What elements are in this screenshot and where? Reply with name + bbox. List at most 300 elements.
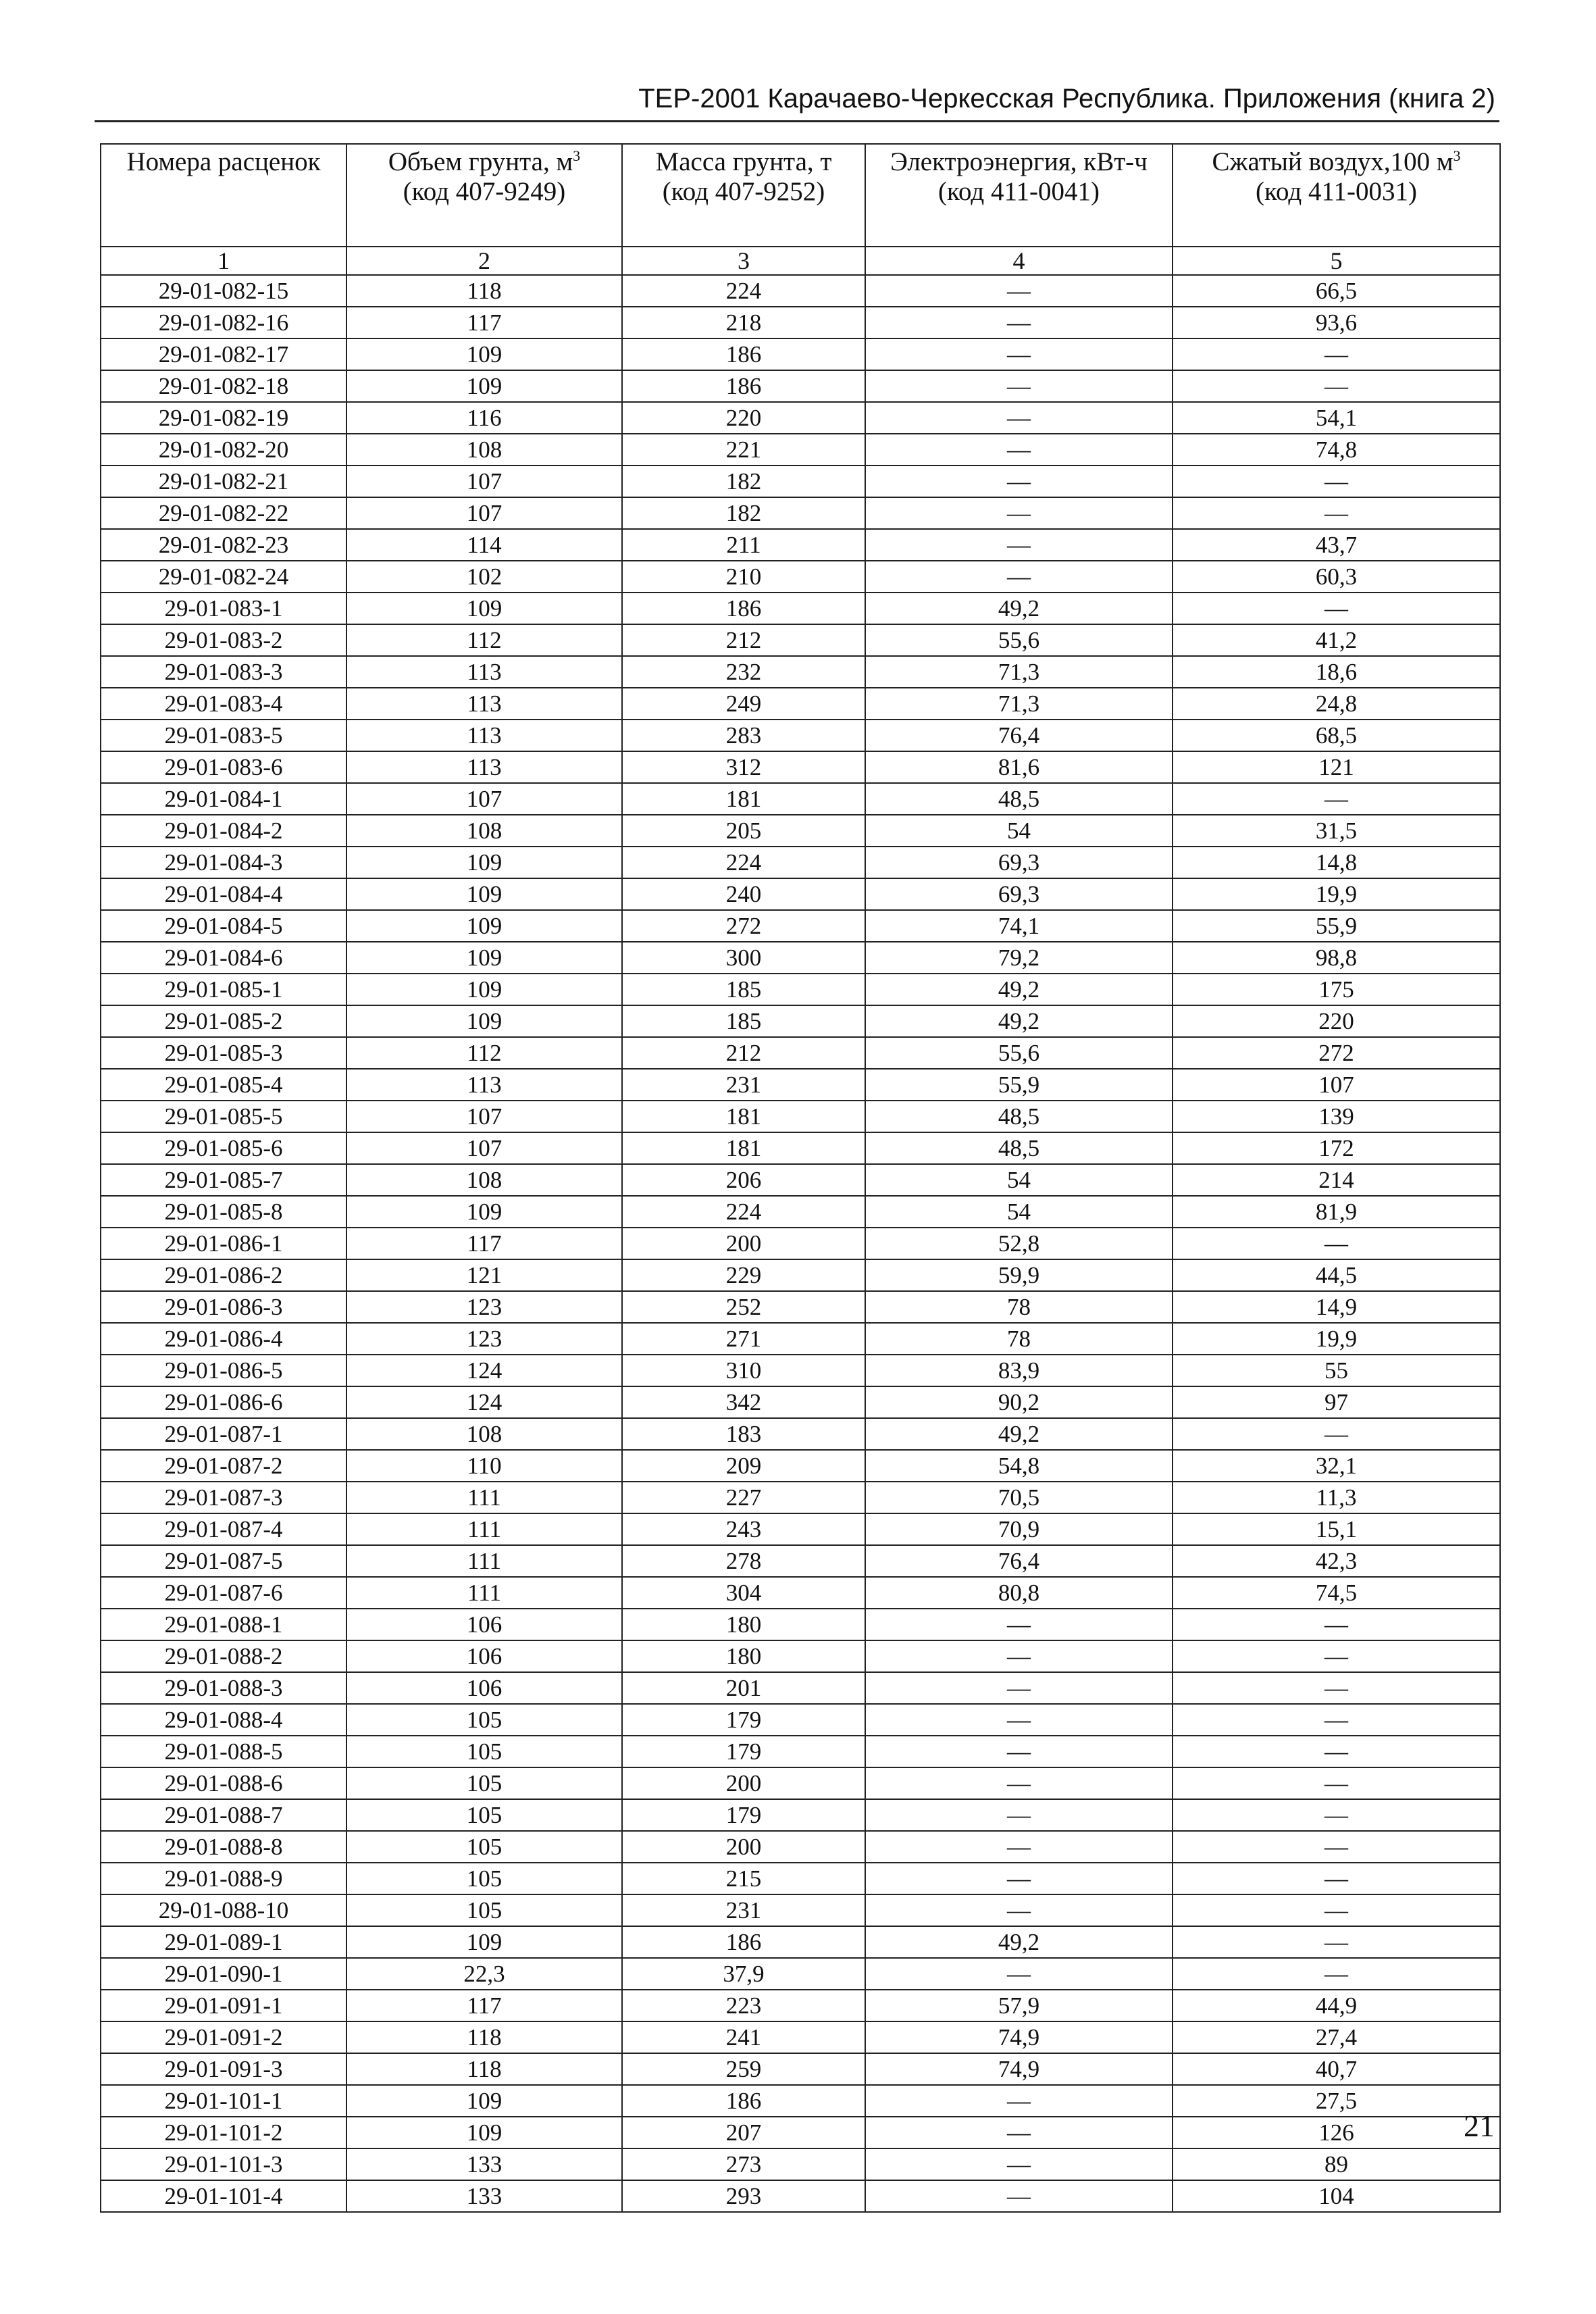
cell-rate-number: 29-01-088-5 <box>101 1736 346 1767</box>
cell-compressed-air: 32,1 <box>1173 1450 1500 1482</box>
cell-soil-mass: 182 <box>622 466 865 497</box>
cell-rate-number: 29-01-084-6 <box>101 942 346 974</box>
cell-compressed-air: — <box>1173 1418 1500 1450</box>
cell-soil-volume: 133 <box>346 2148 622 2180</box>
cell-electricity: 69,3 <box>865 878 1173 910</box>
table-row <box>101 1704 1500 1736</box>
cell-compressed-air: 66,5 <box>1173 275 1500 307</box>
cell-soil-volume: 113 <box>346 656 622 688</box>
table-row <box>101 2180 1500 2212</box>
page-number: 21 <box>1464 2109 1495 2143</box>
cell-rate-number: 29-01-087-6 <box>101 1577 346 1609</box>
cell-compressed-air: — <box>1173 1863 1500 1894</box>
table-row <box>101 1863 1500 1894</box>
cell-electricity: 83,9 <box>865 1355 1173 1386</box>
column-header-compressed-air: Сжатый воздух,100 $м^3$ (код 411-0031) <box>1173 144 1500 247</box>
cell-compressed-air: 139 <box>1173 1101 1500 1132</box>
cell-soil-mass: 185 <box>622 1005 865 1037</box>
cell-electricity: 55,9 <box>865 1069 1173 1101</box>
table-row <box>101 1482 1500 1513</box>
cell-electricity: — <box>865 2180 1173 2212</box>
cell-soil-volume: 118 <box>346 275 622 307</box>
cell-electricity: — <box>865 1863 1173 1894</box>
cell-soil-mass: 232 <box>622 656 865 688</box>
table-row <box>101 2085 1500 2117</box>
table-row <box>101 1069 1500 1101</box>
cell-soil-mass: 224 <box>622 1196 865 1228</box>
cell-soil-volume: 133 <box>346 2180 622 2212</box>
cell-soil-volume: 22,3 <box>346 1958 622 1990</box>
table-row <box>101 910 1500 942</box>
cell-rate-number: 29-01-084-2 <box>101 815 346 847</box>
table-row <box>101 1228 1500 1259</box>
column-number: 2 <box>346 247 622 275</box>
cell-compressed-air: — <box>1173 1926 1500 1958</box>
cell-compressed-air: 54,1 <box>1173 402 1500 434</box>
table-row <box>101 466 1500 497</box>
cell-soil-volume: 111 <box>346 1545 622 1577</box>
cell-rate-number: 29-01-087-1 <box>101 1418 346 1450</box>
cell-soil-mass: 224 <box>622 275 865 307</box>
cell-electricity: — <box>865 529 1173 561</box>
cell-electricity: 76,4 <box>865 1545 1173 1577</box>
cell-electricity: — <box>865 338 1173 370</box>
cell-soil-volume: 105 <box>346 1799 622 1831</box>
cell-soil-mass: 179 <box>622 1704 865 1736</box>
cell-rate-number: 29-01-082-18 <box>101 370 346 402</box>
cell-electricity: — <box>865 370 1173 402</box>
table-row <box>101 1990 1500 2021</box>
cell-compressed-air: 104 <box>1173 2180 1500 2212</box>
cell-electricity: — <box>865 434 1173 466</box>
cell-soil-mass: 342 <box>622 1386 865 1418</box>
cell-electricity: 81,6 <box>865 751 1173 783</box>
cell-rate-number: 29-01-091-1 <box>101 1990 346 2021</box>
cell-soil-volume: 106 <box>346 1672 622 1704</box>
cell-soil-volume: 123 <box>346 1291 622 1323</box>
cell-soil-mass: 182 <box>622 497 865 529</box>
cell-soil-volume: 109 <box>346 593 622 624</box>
cell-compressed-air: 126 <box>1173 2117 1500 2148</box>
cell-electricity: — <box>865 2148 1173 2180</box>
cell-electricity: 49,2 <box>865 1005 1173 1037</box>
cell-rate-number: 29-01-085-2 <box>101 1005 346 1037</box>
cell-compressed-air: 175 <box>1173 974 1500 1005</box>
cell-electricity: — <box>865 1640 1173 1672</box>
cell-compressed-air: — <box>1173 1704 1500 1736</box>
cell-soil-volume: 112 <box>346 624 622 656</box>
cell-compressed-air: — <box>1173 1640 1500 1672</box>
cell-electricity: 48,5 <box>865 783 1173 815</box>
cell-soil-volume: 107 <box>346 1101 622 1132</box>
cell-compressed-air: — <box>1173 593 1500 624</box>
cell-rate-number: 29-01-083-1 <box>101 593 346 624</box>
cell-compressed-air: 60,3 <box>1173 561 1500 593</box>
cell-soil-mass: 179 <box>622 1799 865 1831</box>
cell-soil-volume: 117 <box>346 1228 622 1259</box>
cell-electricity: 76,4 <box>865 720 1173 751</box>
cell-soil-volume: 121 <box>346 1259 622 1291</box>
cell-compressed-air: 24,8 <box>1173 688 1500 720</box>
cell-rate-number: 29-01-085-3 <box>101 1037 346 1069</box>
cell-compressed-air: — <box>1173 1831 1500 1863</box>
table-row <box>101 1196 1500 1228</box>
cell-soil-mass: 278 <box>622 1545 865 1577</box>
cell-electricity: 71,3 <box>865 688 1173 720</box>
cell-soil-mass: 180 <box>622 1609 865 1640</box>
cell-rate-number: 29-01-082-23 <box>101 529 346 561</box>
table-row <box>101 1609 1500 1640</box>
cell-rate-number: 29-01-082-15 <box>101 275 346 307</box>
cell-soil-volume: 107 <box>346 466 622 497</box>
table-row <box>101 1577 1500 1609</box>
cell-rate-number: 29-01-091-2 <box>101 2021 346 2053</box>
cell-soil-volume: 109 <box>346 847 622 878</box>
cell-compressed-air: 44,5 <box>1173 1259 1500 1291</box>
cell-soil-mass: 293 <box>622 2180 865 2212</box>
table-row <box>101 1101 1500 1132</box>
column-number: 1 <box>101 247 346 275</box>
cell-soil-mass: 212 <box>622 1037 865 1069</box>
cell-soil-mass: 283 <box>622 720 865 751</box>
table-row <box>101 1894 1500 1926</box>
cell-soil-volume: 113 <box>346 688 622 720</box>
cell-compressed-air: 81,9 <box>1173 1196 1500 1228</box>
table-row <box>101 1323 1500 1355</box>
table-row <box>101 1259 1500 1291</box>
page-header-title: ТЕР-2001 Карачаево-Черкесская Республика. Приложения (книга 2) <box>638 84 1495 114</box>
cell-soil-volume: 108 <box>346 434 622 466</box>
cell-compressed-air: 27,5 <box>1173 2085 1500 2117</box>
cell-soil-volume: 105 <box>346 1894 622 1926</box>
cell-soil-mass: 259 <box>622 2053 865 2085</box>
cell-electricity: — <box>865 1799 1173 1831</box>
cell-electricity: — <box>865 466 1173 497</box>
table-row <box>101 1386 1500 1418</box>
cell-soil-mass: 215 <box>622 1863 865 1894</box>
table-row <box>101 1037 1500 1069</box>
cell-electricity: — <box>865 1894 1173 1926</box>
cell-compressed-air: 121 <box>1173 751 1500 783</box>
cell-rate-number: 29-01-083-6 <box>101 751 346 783</box>
cell-electricity: 55,6 <box>865 624 1173 656</box>
cell-electricity: 57,9 <box>865 1990 1173 2021</box>
cell-rate-number: 29-01-088-10 <box>101 1894 346 1926</box>
cell-rate-number: 29-01-083-4 <box>101 688 346 720</box>
cell-electricity: 49,2 <box>865 1926 1173 1958</box>
cell-electricity: 48,5 <box>865 1132 1173 1164</box>
cell-rate-number: 29-01-085-8 <box>101 1196 346 1228</box>
cell-rate-number: 29-01-087-2 <box>101 1450 346 1482</box>
table-row <box>101 783 1500 815</box>
cell-electricity: — <box>865 561 1173 593</box>
cell-soil-mass: 273 <box>622 2148 865 2180</box>
cell-soil-mass: 180 <box>622 1640 865 1672</box>
cell-electricity: — <box>865 1831 1173 1863</box>
cell-rate-number: 29-01-085-6 <box>101 1132 346 1164</box>
cell-soil-mass: 37,9 <box>622 1958 865 1990</box>
cell-soil-mass: 227 <box>622 1482 865 1513</box>
table-row <box>101 1736 1500 1767</box>
table-row <box>101 624 1500 656</box>
cell-electricity: 70,9 <box>865 1513 1173 1545</box>
cell-soil-volume: 109 <box>346 974 622 1005</box>
cell-rate-number: 29-01-087-3 <box>101 1482 346 1513</box>
cell-soil-volume: 105 <box>346 1704 622 1736</box>
cell-compressed-air: 11,3 <box>1173 1482 1500 1513</box>
cell-compressed-air: — <box>1173 1958 1500 1990</box>
cell-soil-volume: 109 <box>346 942 622 974</box>
cell-soil-mass: 206 <box>622 1164 865 1196</box>
cell-rate-number: 29-01-082-20 <box>101 434 346 466</box>
cell-rate-number: 29-01-101-3 <box>101 2148 346 2180</box>
cell-soil-volume: 110 <box>346 1450 622 1482</box>
table-row <box>101 1545 1500 1577</box>
cell-electricity: 54 <box>865 1196 1173 1228</box>
table-row <box>101 1418 1500 1450</box>
cell-soil-mass: 249 <box>622 688 865 720</box>
cell-electricity: 74,9 <box>865 2053 1173 2085</box>
cell-rate-number: 29-01-084-4 <box>101 878 346 910</box>
cell-rate-number: 29-01-082-21 <box>101 466 346 497</box>
cell-soil-volume: 118 <box>346 2021 622 2053</box>
table-row <box>101 720 1500 751</box>
cell-soil-volume: 108 <box>346 1164 622 1196</box>
cell-soil-volume: 124 <box>346 1355 622 1386</box>
table-row <box>101 497 1500 529</box>
cell-rate-number: 29-01-086-2 <box>101 1259 346 1291</box>
cell-rate-number: 29-01-083-3 <box>101 656 346 688</box>
cell-soil-volume: 118 <box>346 2053 622 2085</box>
cell-rate-number: 29-01-089-1 <box>101 1926 346 1958</box>
cell-electricity: — <box>865 307 1173 338</box>
cell-electricity: — <box>865 2117 1173 2148</box>
cell-rate-number: 29-01-087-4 <box>101 1513 346 1545</box>
cell-soil-mass: 231 <box>622 1069 865 1101</box>
cell-soil-mass: 181 <box>622 1101 865 1132</box>
cell-soil-mass: 220 <box>622 402 865 434</box>
cell-electricity: 70,5 <box>865 1482 1173 1513</box>
cell-compressed-air: 74,8 <box>1173 434 1500 466</box>
rates-table <box>100 143 1501 2213</box>
cell-soil-volume: 109 <box>346 910 622 942</box>
cell-soil-mass: 271 <box>622 1323 865 1355</box>
column-number: 5 <box>1173 247 1500 275</box>
cell-soil-volume: 113 <box>346 1069 622 1101</box>
cell-rate-number: 29-01-088-2 <box>101 1640 346 1672</box>
table-row <box>101 1513 1500 1545</box>
cell-compressed-air: 18,6 <box>1173 656 1500 688</box>
cell-soil-mass: 241 <box>622 2021 865 2053</box>
cell-rate-number: 29-01-083-2 <box>101 624 346 656</box>
cell-electricity: 80,8 <box>865 1577 1173 1609</box>
cell-electricity: — <box>865 1958 1173 1990</box>
cell-soil-mass: 200 <box>622 1228 865 1259</box>
table-row <box>101 1355 1500 1386</box>
cell-electricity: 52,8 <box>865 1228 1173 1259</box>
cell-compressed-air: — <box>1173 1767 1500 1799</box>
cell-electricity: 79,2 <box>865 942 1173 974</box>
cell-soil-volume: 109 <box>346 1005 622 1037</box>
cell-soil-volume: 111 <box>346 1513 622 1545</box>
table-header-row <box>101 144 1500 247</box>
cell-compressed-air: 19,9 <box>1173 878 1500 910</box>
cell-soil-volume: 109 <box>346 2117 622 2148</box>
cell-compressed-air: — <box>1173 1799 1500 1831</box>
cell-compressed-air: 55,9 <box>1173 910 1500 942</box>
table-row <box>101 2021 1500 2053</box>
cell-soil-volume: 123 <box>346 1323 622 1355</box>
cell-rate-number: 29-01-086-3 <box>101 1291 346 1323</box>
cell-soil-mass: 243 <box>622 1513 865 1545</box>
cell-electricity: 71,3 <box>865 656 1173 688</box>
cell-soil-mass: 212 <box>622 624 865 656</box>
cell-electricity: 48,5 <box>865 1101 1173 1132</box>
cell-soil-volume: 109 <box>346 878 622 910</box>
cell-soil-mass: 272 <box>622 910 865 942</box>
cell-soil-volume: 113 <box>346 720 622 751</box>
cell-rate-number: 29-01-083-5 <box>101 720 346 751</box>
cell-soil-volume: 105 <box>346 1736 622 1767</box>
table-row <box>101 1291 1500 1323</box>
cell-compressed-air: 19,9 <box>1173 1323 1500 1355</box>
cell-soil-mass: 201 <box>622 1672 865 1704</box>
cell-rate-number: 29-01-082-19 <box>101 402 346 434</box>
cell-soil-volume: 111 <box>346 1577 622 1609</box>
cell-rate-number: 29-01-082-17 <box>101 338 346 370</box>
cell-rate-number: 29-01-088-6 <box>101 1767 346 1799</box>
table-row <box>101 1799 1500 1831</box>
cell-soil-mass: 181 <box>622 783 865 815</box>
cell-rate-number: 29-01-088-8 <box>101 1831 346 1863</box>
table-row <box>101 878 1500 910</box>
cell-soil-volume: 105 <box>346 1767 622 1799</box>
column-number: 3 <box>622 247 865 275</box>
cell-rate-number: 29-01-101-1 <box>101 2085 346 2117</box>
cell-rate-number: 29-01-088-1 <box>101 1609 346 1640</box>
cell-electricity: 54 <box>865 815 1173 847</box>
cell-soil-volume: 111 <box>346 1482 622 1513</box>
cell-rate-number: 29-01-085-5 <box>101 1101 346 1132</box>
cell-compressed-air: 40,7 <box>1173 2053 1500 2085</box>
cell-soil-volume: 113 <box>346 751 622 783</box>
table-row <box>101 847 1500 878</box>
cell-soil-volume: 106 <box>346 1640 622 1672</box>
cell-electricity: — <box>865 1609 1173 1640</box>
cell-soil-mass: 186 <box>622 2085 865 2117</box>
cell-compressed-air: 55 <box>1173 1355 1500 1386</box>
cell-soil-mass: 310 <box>622 1355 865 1386</box>
cell-soil-mass: 210 <box>622 561 865 593</box>
cell-soil-mass: 186 <box>622 370 865 402</box>
cell-compressed-air: 43,7 <box>1173 529 1500 561</box>
cell-soil-mass: 179 <box>622 1736 865 1767</box>
table-row <box>101 307 1500 338</box>
column-header-rate-numbers: Номера расценок <box>101 144 346 247</box>
cell-compressed-air: — <box>1173 1228 1500 1259</box>
cell-soil-volume: 109 <box>346 338 622 370</box>
cell-electricity: 54 <box>865 1164 1173 1196</box>
cell-compressed-air: 220 <box>1173 1005 1500 1037</box>
cell-rate-number: 29-01-085-4 <box>101 1069 346 1101</box>
table-row <box>101 1005 1500 1037</box>
cell-rate-number: 29-01-087-5 <box>101 1545 346 1577</box>
cell-soil-volume: 124 <box>346 1386 622 1418</box>
cell-soil-mass: 205 <box>622 815 865 847</box>
cell-rate-number: 29-01-101-4 <box>101 2180 346 2212</box>
column-number-row <box>101 247 1500 275</box>
cell-compressed-air: 98,8 <box>1173 942 1500 974</box>
cell-rate-number: 29-01-086-5 <box>101 1355 346 1386</box>
cell-rate-number: 29-01-086-1 <box>101 1228 346 1259</box>
table-row <box>101 1132 1500 1164</box>
cell-soil-mass: 223 <box>622 1990 865 2021</box>
table-row <box>101 2117 1500 2148</box>
table-row <box>101 942 1500 974</box>
cell-soil-volume: 107 <box>346 1132 622 1164</box>
cell-soil-mass: 224 <box>622 847 865 878</box>
cell-rate-number: 29-01-101-2 <box>101 2117 346 2148</box>
table-row <box>101 656 1500 688</box>
cell-compressed-air: — <box>1173 1894 1500 1926</box>
cell-rate-number: 29-01-086-6 <box>101 1386 346 1418</box>
cell-soil-volume: 117 <box>346 307 622 338</box>
cell-compressed-air: 74,5 <box>1173 1577 1500 1609</box>
cell-compressed-air: 107 <box>1173 1069 1500 1101</box>
page-header <box>95 80 1499 122</box>
cell-compressed-air: 41,2 <box>1173 624 1500 656</box>
cell-electricity: — <box>865 1767 1173 1799</box>
cell-electricity: — <box>865 1704 1173 1736</box>
table-row <box>101 1640 1500 1672</box>
cell-compressed-air: — <box>1173 1736 1500 1767</box>
cell-soil-mass: 207 <box>622 2117 865 2148</box>
table-row <box>101 2148 1500 2180</box>
cell-compressed-air: 89 <box>1173 2148 1500 2180</box>
cell-soil-mass: 186 <box>622 593 865 624</box>
cell-soil-mass: 183 <box>622 1418 865 1450</box>
cell-electricity: 55,6 <box>865 1037 1173 1069</box>
cell-rate-number: 29-01-082-22 <box>101 497 346 529</box>
cell-compressed-air: 15,1 <box>1173 1513 1500 1545</box>
cell-soil-mass: 300 <box>622 942 865 974</box>
cell-soil-mass: 312 <box>622 751 865 783</box>
table-row <box>101 275 1500 307</box>
cell-soil-volume: 109 <box>346 2085 622 2117</box>
cell-soil-mass: 181 <box>622 1132 865 1164</box>
cell-soil-volume: 107 <box>346 497 622 529</box>
table-row <box>101 815 1500 847</box>
cell-rate-number: 29-01-091-3 <box>101 2053 346 2085</box>
table-row <box>101 338 1500 370</box>
cell-compressed-air: 14,8 <box>1173 847 1500 878</box>
cell-soil-mass: 186 <box>622 1926 865 1958</box>
cell-soil-volume: 106 <box>346 1609 622 1640</box>
cell-electricity: — <box>865 1672 1173 1704</box>
cell-rate-number: 29-01-088-9 <box>101 1863 346 1894</box>
cell-compressed-air: 31,5 <box>1173 815 1500 847</box>
cell-electricity: 49,2 <box>865 1418 1173 1450</box>
table-row <box>101 1672 1500 1704</box>
cell-soil-volume: 112 <box>346 1037 622 1069</box>
table-row <box>101 974 1500 1005</box>
table-row <box>101 751 1500 783</box>
table-body <box>101 275 1500 2212</box>
cell-compressed-air: 214 <box>1173 1164 1500 1196</box>
cell-compressed-air: 172 <box>1173 1132 1500 1164</box>
cell-electricity: 90,2 <box>865 1386 1173 1418</box>
cell-electricity: 49,2 <box>865 593 1173 624</box>
